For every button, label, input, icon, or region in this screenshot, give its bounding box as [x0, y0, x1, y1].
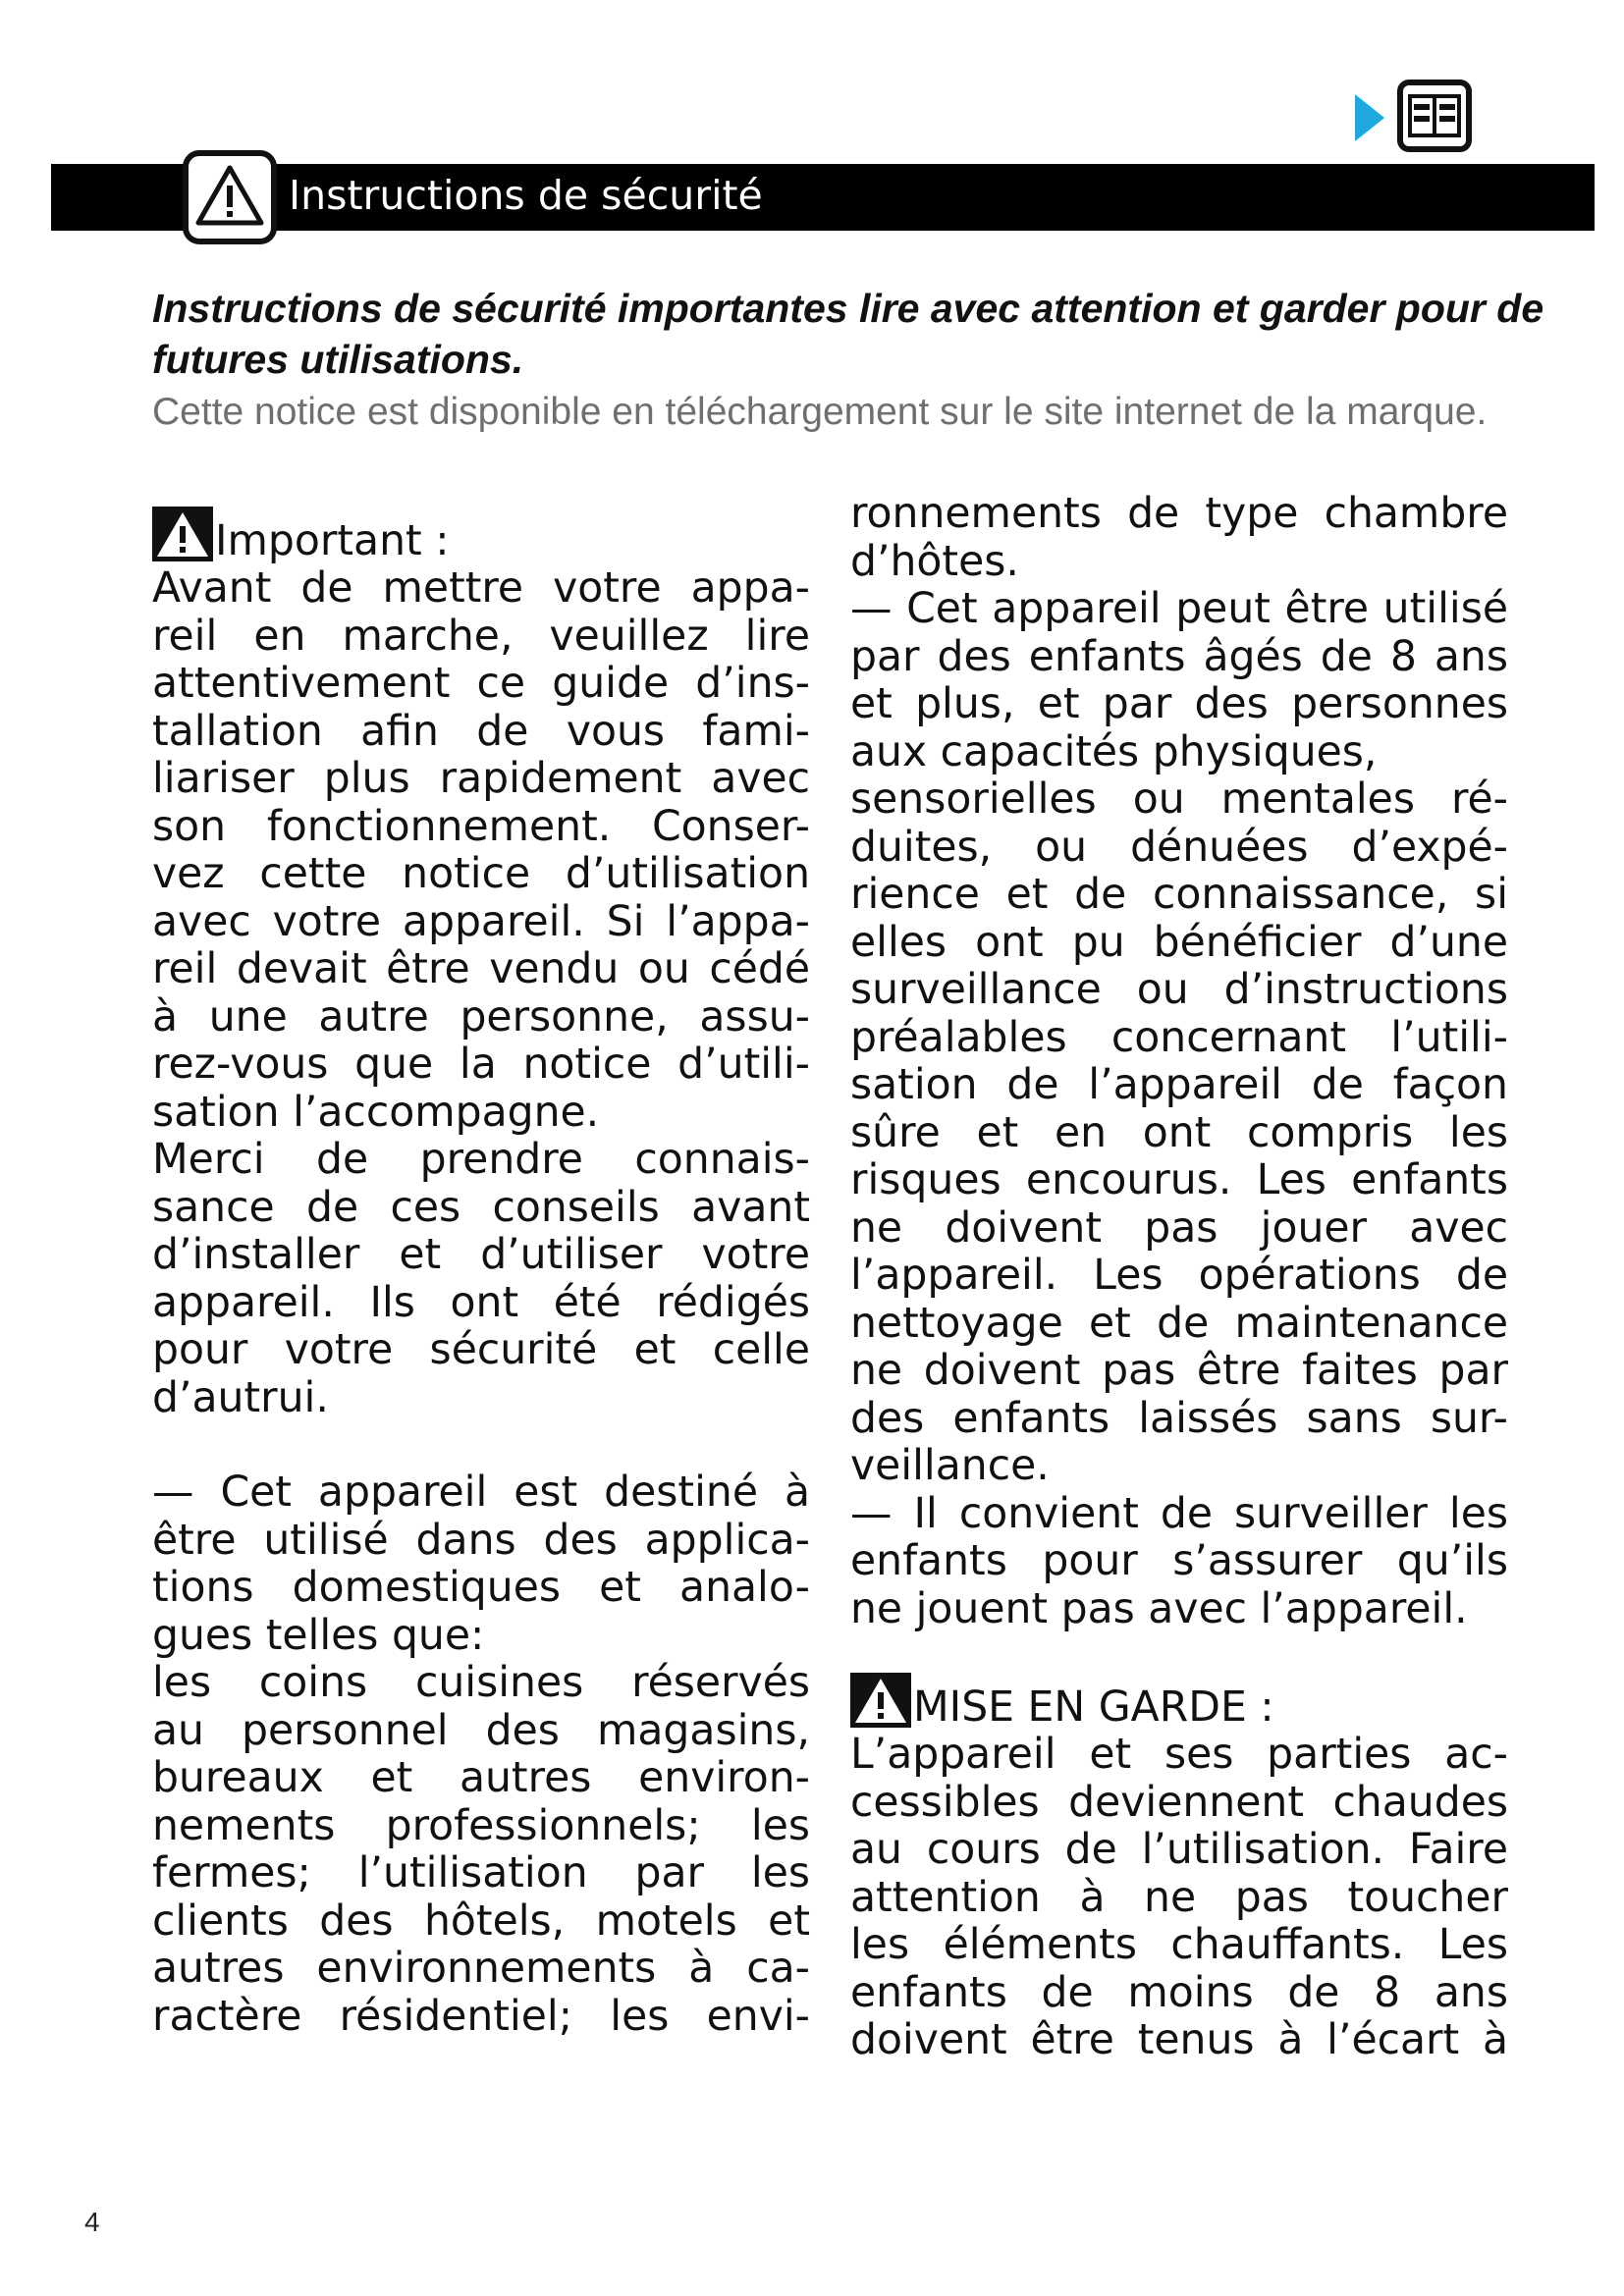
text-line: les éléments chauffants. Les: [850, 1921, 1508, 1969]
left-column: [152, 507, 810, 2041]
text-line: d’hôtes.: [850, 537, 1019, 586]
important-heading-text: Important :: [215, 516, 450, 565]
text-line: tions domestiques et analo-: [152, 1564, 810, 1612]
text-line: sensorielles ou mentales ré-: [850, 775, 1508, 824]
text-line: rience et de connaissance, si: [850, 871, 1508, 919]
text-line: nettoyage et de maintenance: [850, 1299, 1508, 1348]
text-line: risques encourus. Les enfants: [850, 1156, 1508, 1204]
text-line: appareil. Ils ont été rédigés: [152, 1278, 810, 1327]
text-line: et plus, et par des personnes: [850, 680, 1508, 728]
text-line: les coins cuisines réservés: [152, 1659, 810, 1707]
warning-icon: [152, 507, 213, 561]
section-title: Instructions de sécurité: [289, 172, 763, 219]
text-line: au personnel des magasins,: [152, 1706, 810, 1755]
page-number: 4: [84, 2207, 100, 2237]
text-line: fermes; l’utilisation par les: [152, 1849, 810, 1897]
text-line: sation de l’appareil de façon: [850, 1061, 1508, 1109]
warning-heading-text: MISE EN GARDE :: [913, 1682, 1274, 1732]
text-line: son fonctionnement. Conser-: [152, 802, 810, 851]
text-line: surveillance ou d’instructions: [850, 966, 1508, 1014]
text-line: reil devait être vendu ou cédé: [152, 945, 810, 993]
text-line: au cours de l’utilisation. Faire: [850, 1826, 1508, 1874]
text-line: clients des hôtels, motels et: [152, 1896, 810, 1946]
next-arrow-icon[interactable]: [1355, 94, 1384, 141]
text-line: à une autre personne, assu-: [152, 992, 810, 1041]
text-line: être utilisé dans des applica-: [152, 1516, 810, 1565]
appliance-model-icon[interactable]: [1396, 79, 1473, 153]
text-line: — Cet appareil peut être utilisé: [850, 585, 1508, 633]
text-line: doivent être tenus à l’écart à: [850, 2016, 1508, 2064]
text-line: pour votre sécurité et celle: [152, 1326, 810, 1374]
text-line: duites, ou dénuées d’expé-: [850, 823, 1508, 872]
text-line: rez-vous que la notice d’utili-: [152, 1041, 810, 1089]
text-line: — Il convient de surveiller les: [850, 1489, 1508, 1538]
text-line: sation l’accompagne.: [152, 1088, 600, 1137]
text-line: autres environnements à ca-: [152, 1945, 810, 1993]
intro-bold-text: Instructions de sécurité importantes lire avec attention et garder pour de futures utilisations.: [152, 286, 1544, 382]
text-line: enfants de moins de 8 ans: [850, 1968, 1508, 2017]
warning-icon: [850, 1673, 911, 1728]
text-line: reil en marche, veuillez lire: [152, 612, 810, 661]
text-line: des enfants laissés sans sur-: [850, 1394, 1508, 1443]
text-line: aux capacités physiques,: [850, 727, 1378, 776]
text-line: — Cet appareil est destiné à: [152, 1468, 810, 1517]
paragraph-gap: [850, 1633, 1508, 1673]
paragraph-gap: [152, 1422, 810, 1469]
text-line: tallation afin de vous fami-: [152, 707, 810, 756]
text-line: Avant de mettre votre appa-: [152, 564, 810, 613]
warning-triangle-icon: [183, 150, 277, 244]
text-line: par des enfants âgés de 8 ans: [850, 632, 1508, 681]
important-heading: [152, 507, 810, 565]
text-line: enfants pour s’assurer qu’ils: [850, 1537, 1508, 1585]
download-notice: Cette notice est disponible en téléchargement sur le site internet de la marque.: [152, 391, 1488, 433]
text-line: veillance.: [850, 1442, 1050, 1490]
text-line: avec votre appareil. Si l’appa-: [152, 897, 810, 946]
text-line: elles ont pu bénéficier d’une: [850, 918, 1508, 967]
text-line: préalables concernant l’utili-: [850, 1013, 1508, 1062]
text-line: ne jouent pas avec l’appareil.: [850, 1584, 1468, 1633]
text-line: vez cette notice d’utilisation: [152, 850, 810, 898]
warning-heading: [850, 1673, 1508, 1732]
text-line: ne doivent pas jouer avec: [850, 1203, 1508, 1253]
text-line: ne doivent pas être faites par: [850, 1347, 1508, 1395]
text-line: ronnements de type chambre: [850, 490, 1508, 538]
text-line: sûre et en ont compris les: [850, 1108, 1508, 1157]
text-line: d’autrui.: [152, 1373, 329, 1422]
text-line: attentivement ce guide d’ins-: [152, 660, 810, 708]
text-line: L’appareil et ses parties ac-: [850, 1731, 1508, 1779]
section-header-bar: [51, 164, 1595, 231]
text-line: bureaux et autres environ-: [152, 1754, 810, 1802]
text-line: Merci de prendre connais-: [152, 1136, 810, 1184]
text-line: liariser plus rapidement avec: [152, 755, 810, 803]
right-column: [850, 491, 1508, 2065]
text-line: d’installer et d’utiliser votre: [152, 1231, 810, 1279]
text-line: gues telles que:: [152, 1611, 485, 1660]
text-line: attention à ne pas toucher: [850, 1873, 1508, 1922]
text-line: nements professionnels; les: [152, 1801, 810, 1850]
text-line: l’appareil. Les opérations de: [850, 1252, 1508, 1300]
text-line: sance de ces conseils avant: [152, 1183, 810, 1232]
text-line: cessibles deviennent chaudes: [850, 1778, 1508, 1827]
text-line: ractère résidentiel; les envi-: [152, 1992, 810, 2041]
